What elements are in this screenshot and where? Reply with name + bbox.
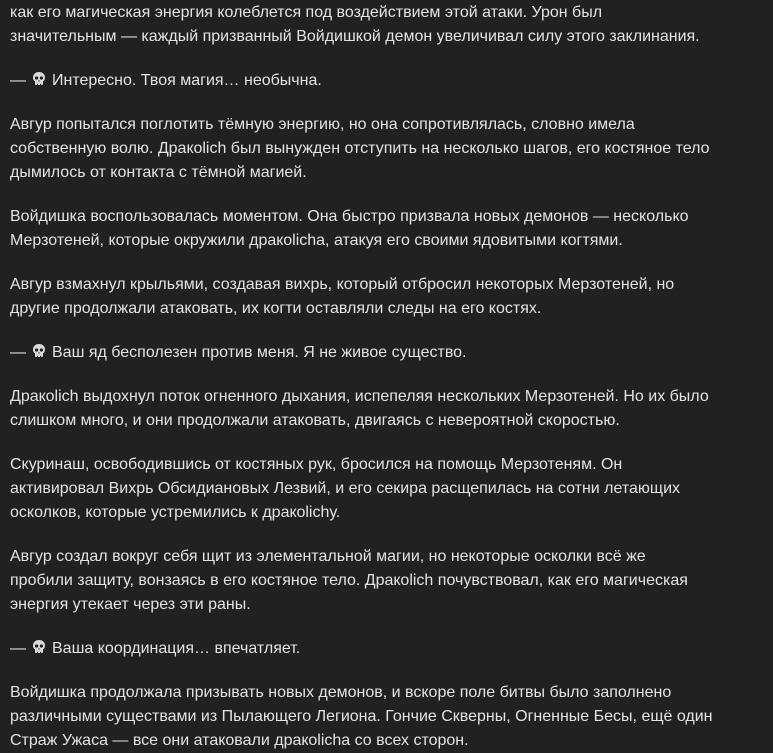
paragraph-line: Авгур взмахнул крыльями, создавая вихрь, который отбросил некоторых Мерзотеней, но [10,276,675,293]
dialogue-line [10,637,763,661]
dialogue-line [10,69,763,93]
paragraph-line: различными существами из Пылающего Легиона. Гончие Скверны, Огненные Бесы, ещё один [10,708,713,725]
chat-message-body [0,1,773,749]
paragraph-line: Войдишка воспользовалась моментом. Она быстро призвала новых демонов — несколько [10,208,689,225]
dash: — [10,72,26,89]
story-paragraph [10,681,763,753]
dash: — [10,344,26,361]
paragraph-line: Дракolich выдохнул поток огненного дыхания, испепеляя нескольких Мерзотеней. Но их было [10,388,709,405]
paragraph-line: значительным — каждый призванный Войдишкой демон увеличивал силу этого заклинания. [10,28,700,45]
story-paragraph [10,385,763,433]
skull-icon [31,637,47,661]
paragraph-line: Мерзотеней, которые окружили дракolichа, атакуя его своими ядовитыми когтями. [10,232,623,249]
paragraph-line: дымилось от контакта с тёмной магией. [10,164,307,181]
paragraph-line: осколков, которые устремились к дракolichу. [10,504,341,521]
paragraph-line: Страж Ужаса — все они атаковали дракolichа со всех сторон. [10,732,469,749]
story-paragraph [10,113,763,185]
story-paragraph [10,1,763,49]
story-paragraph [10,545,763,617]
paragraph-line: другие продолжали атаковать, их когти оставляли следы на его костях. [10,300,542,317]
paragraph-line: энергия утекает через эти раны. [10,596,251,613]
skull-icon [31,69,47,93]
dialogue-text: Интересно. Твоя магия… необычна. [52,72,322,89]
skull-icon [31,341,47,365]
paragraph-line: Авгур попытался поглотить тёмную энергию, но она сопротивлялась, словно имела [10,116,635,133]
paragraph-line: как его магическая энергия колеблется под воздействием этой атаки. Урон был [10,4,603,21]
story-paragraph [10,205,763,253]
story-paragraph [10,453,763,525]
paragraph-line: активировал Вихрь Обсидиановых Лезвий, и его секира расщепилась на сотни летающих [10,480,681,497]
dialogue-text: Ваша координация… впечатляет. [52,640,301,657]
dialogue-text: Ваш яд бесполезен против меня. Я не живое существо. [52,344,467,361]
paragraph-line: Скуринаш, освободившись от костяных рук, бросился на помощь Мерзотеням. Он [10,456,623,473]
paragraph-line: Войдишка продолжала призывать новых демонов, и вскоре поле битвы было заполнено [10,684,672,701]
paragraph-line: собственную волю. Дракolich был вынужден отступить на несколько шагов, его костяное тело [10,140,710,157]
dash: — [10,640,26,657]
story-paragraph [10,273,763,321]
dialogue-line [10,341,763,365]
paragraph-line: слишком много, и они продолжали атаковать, двигаясь с невероятной скоростью. [10,412,620,429]
paragraph-line: Авгур создал вокруг себя щит из элементальной магии, но некоторые осколки всё же [10,548,646,565]
paragraph-line: пробили защиту, вонзаясь в его костяное тело. Дракolich почувствовал, как его магическая [10,572,688,589]
